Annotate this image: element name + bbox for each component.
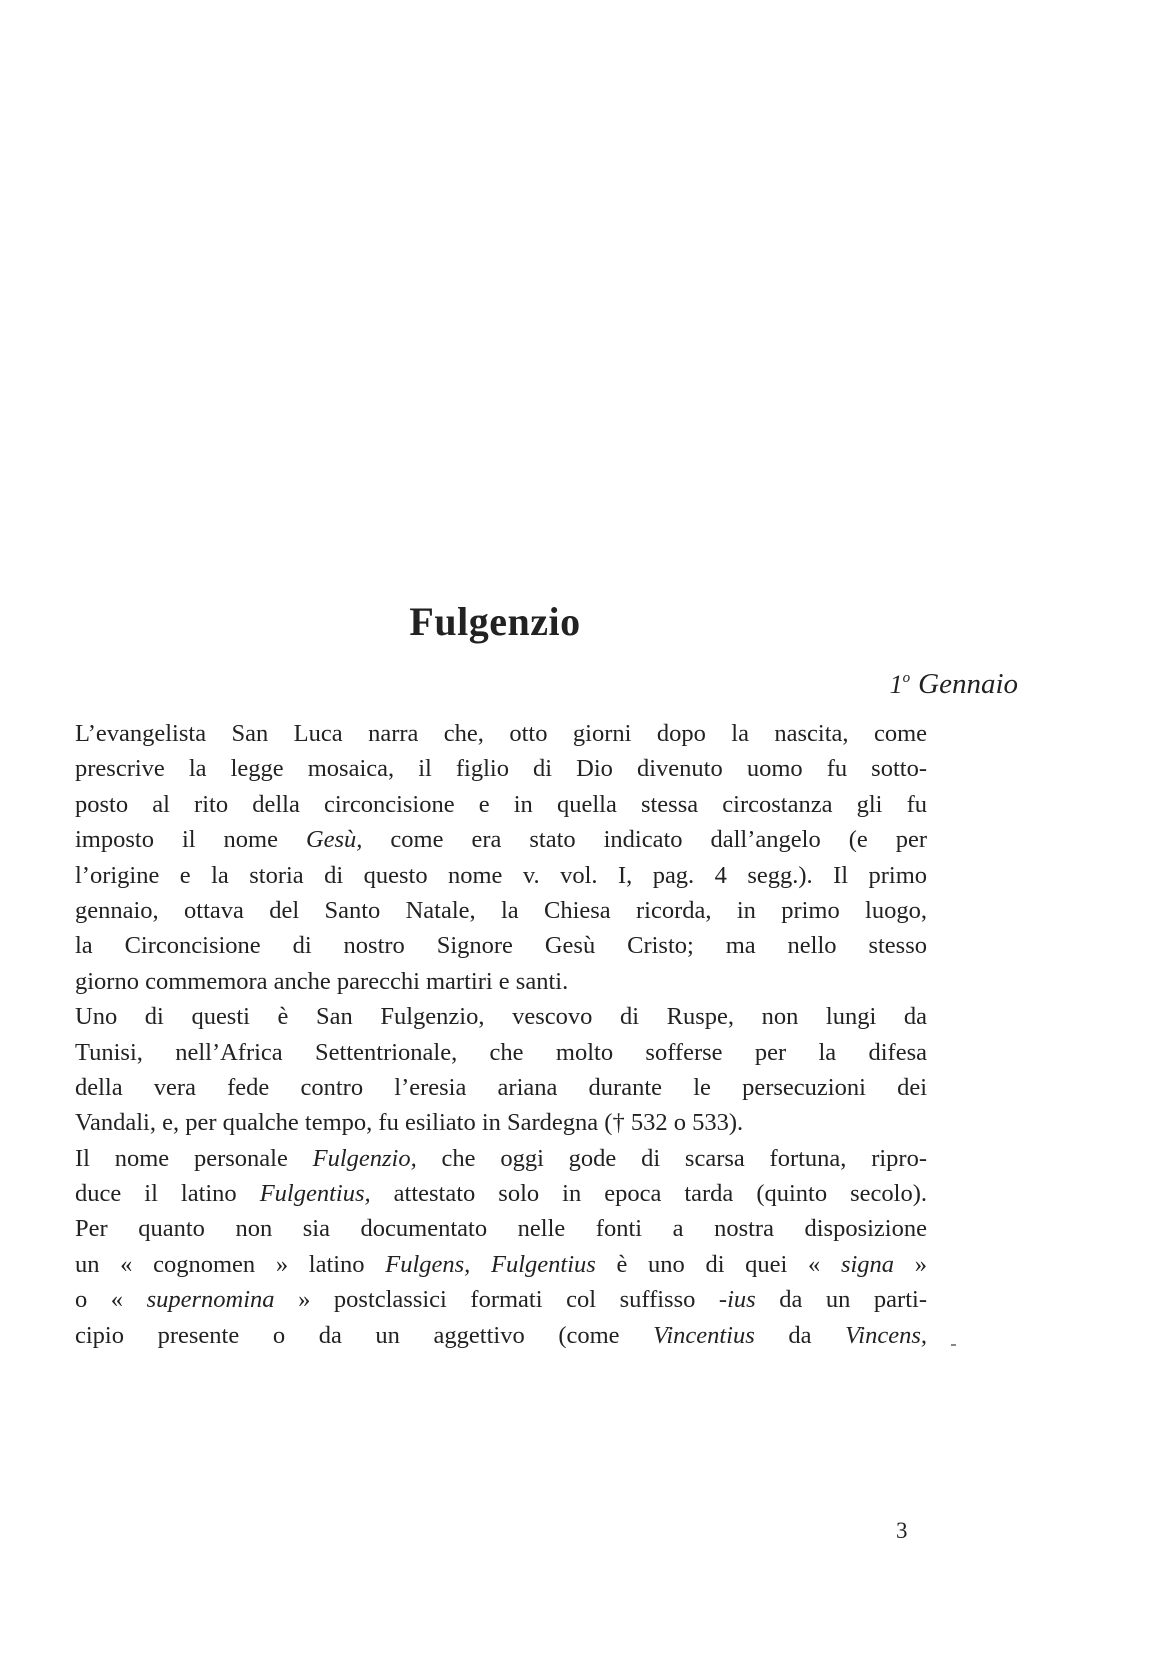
text-line [75,1318,927,1353]
text-run: L’evangelista San Luca narra che, otto giorni dopo la nascita, come [75,720,927,747]
text-run: l’origine e la storia di questo nome v. vol. I, pag. 4 segg.). Il primo [75,861,927,889]
text-run: da [754,1321,846,1349]
text-line [75,893,927,928]
italic-run: Fulgens, Fulgentius [385,1250,596,1278]
text-run: o « [75,1286,147,1314]
italic-run: Gesù, [305,826,363,854]
text-run: Per quanto non sia documentato nelle fonti a nostra disposizione [75,1215,927,1243]
text-run: » postclassici formati col suffisso [274,1286,719,1314]
margin-speck [951,1344,956,1346]
chapter-title: Fulgenzio [409,599,581,644]
text-run: Uno di questi è San Fulgenzio, vescovo di Ruspe, non lungi da [75,1003,927,1031]
text-line [75,1247,927,1282]
text-line [75,1211,927,1246]
text-line [75,1282,927,1317]
italic-run: Fulgentius, [259,1180,371,1208]
text-line [75,822,927,857]
italic-run: -ius [718,1286,756,1314]
text-run: Vandali, e, per qualche tempo, fu esiliato in Sardegna († 532 o 533). [75,1109,744,1137]
page-number: 3 [896,1518,908,1543]
text-run: giorno commemora anche parecchi martiri e santi. [75,967,569,995]
text-line [75,928,927,963]
text-run: Il nome personale [75,1144,313,1172]
paragraph-1 [75,716,927,999]
feast-date [890,668,1018,701]
text-line [75,787,927,822]
text-run: della vera fede contro l’eresia ariana durante le persecuzioni dei [75,1073,927,1101]
text-run: Tunisi, nell’Africa Settentrionale, che molto sofferse per la difesa [75,1038,927,1066]
date-month: Gennaio [918,668,1018,700]
body-text [75,716,927,1353]
text-line [75,964,927,999]
text-line [75,1070,927,1105]
text-run: è uno di quei « [595,1250,841,1278]
text-run: cipio presente o da un aggettivo (come [75,1321,654,1349]
italic-run: Vincentius [653,1321,755,1349]
text-run: la Circoncisione di nostro Signore Gesù Cristo; ma nello stesso [75,932,927,960]
text-line [75,1035,927,1070]
text-line [75,1105,927,1140]
italic-run: signa [840,1250,895,1278]
paragraph-2 [75,999,927,1141]
text-run: prescrive la legge mosaica, il figlio di Dio divenuto uomo fu sotto- [75,755,927,783]
italic-run: Vincens, [845,1321,928,1349]
text-line [75,751,927,786]
text-run: da un parti- [755,1286,927,1314]
text-line [75,858,927,893]
text-run: posto al rito della circoncisione e in quella stessa circostanza gli fu [75,790,927,818]
text-run: gennaio, ottava del Santo Natale, la Chiesa ricorda, in primo luogo, [75,896,927,924]
text-run: attestato solo in epoca tarda (quinto secolo). [370,1180,927,1208]
text-run: che oggi gode di scarsa fortuna, ripro- [416,1144,927,1172]
text-run: un « cognomen » latino [75,1250,386,1278]
text-line [75,999,927,1034]
text-line [75,1176,927,1211]
text-run: » [894,1250,927,1278]
paragraph-3 [75,1141,927,1353]
text-run: come era stato indicato dall’angelo (e per [362,826,927,854]
text-line [75,716,927,751]
text-run: imposto il nome [75,826,306,854]
text-run: duce il latino [75,1180,260,1208]
date-ordinal: o [902,670,911,687]
italic-run: supernomina [146,1286,275,1314]
text-line [75,1141,927,1176]
date-day: 1 [889,670,903,699]
italic-run: Fulgenzio, [312,1144,417,1172]
